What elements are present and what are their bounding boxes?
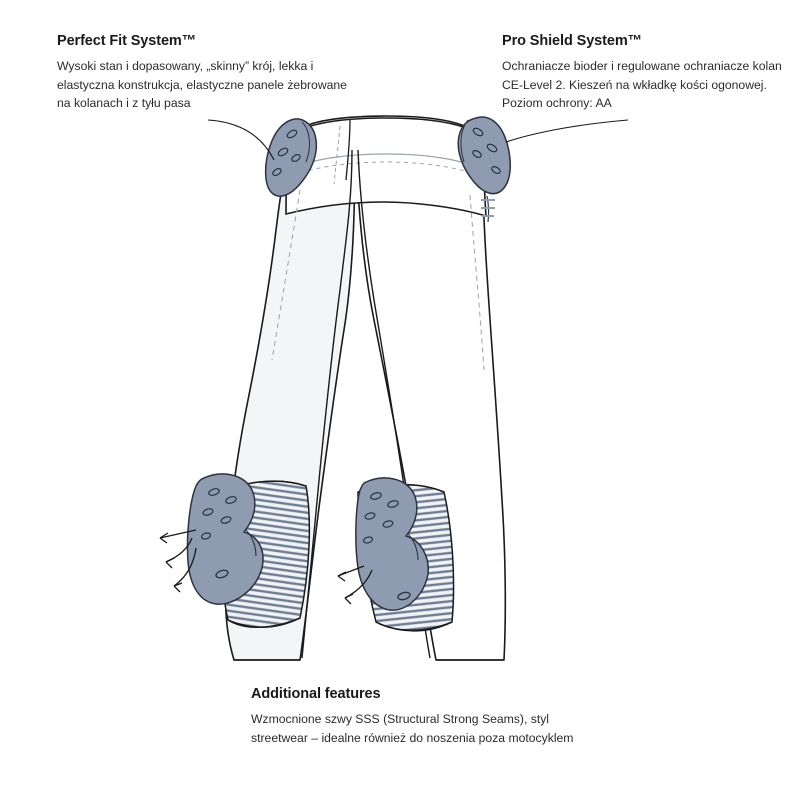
knee-protector-left (187, 474, 263, 604)
callout-title-perfect-fit: Perfect Fit System™ (57, 33, 197, 49)
callout-body-additional: Wzmocnione szwy SSS (Structural Strong Seams), styl streetwear – idealne również do noszenia poza motocyklem (251, 712, 574, 745)
callout-title-pro-shield: Pro Shield System™ (502, 33, 643, 49)
callout-body-pro-shield: Ochraniacze bioder i regulowane ochraniacze kolan CE-Level 2. Kieszeń na wkładkę kości ogonowej. Poziom ochrony: AA (502, 59, 782, 111)
callout-title-additional: Additional features (251, 686, 381, 702)
callout-perfect-fit (57, 33, 357, 113)
callout-pro-shield (502, 33, 787, 113)
callout-body-perfect-fit: Wysoki stan i dopasowany, „skinny” krój, lekka i elastyczna konstrukcja, elastyczne panele żebrowane na kolanach i z tyłu pasa (57, 59, 347, 111)
callout-additional-features (251, 686, 581, 747)
